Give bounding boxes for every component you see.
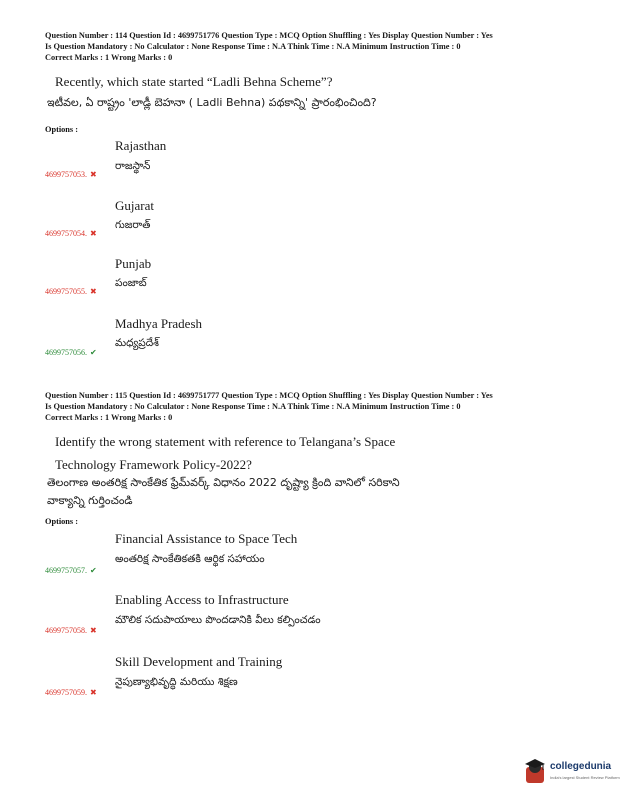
question-115-meta	[45, 390, 580, 423]
meta-line-1: Question Number : 114 Question Id : 4699751776 Question Type : MCQ Option Shuffling : Yes Display Question Number : Yes	[45, 31, 493, 40]
option-text-te[interactable]: గుజరాత్	[115, 219, 151, 231]
option-text-te[interactable]: మధ్యప్రదేశ్	[115, 337, 159, 349]
graduate-icon	[522, 757, 548, 785]
option-text-te[interactable]: మౌలిక సదుపాయాలు పొందడానికి వీలు కల్పించడం	[115, 614, 321, 626]
options-label: Options :	[45, 517, 78, 526]
check-icon: ✔	[90, 566, 97, 575]
cross-icon: ✖	[90, 688, 97, 697]
option-id	[45, 170, 97, 179]
meta-line-2: Is Question Mandatory : No Calculator : None Response Time : N.A Think Time : N.A Minimum Instruction Time : 0	[45, 402, 461, 411]
option-text-en[interactable]: Madhya Pradesh	[115, 316, 203, 331]
option-id	[45, 229, 97, 238]
question-115-text-en-line1: Identify the wrong statement with reference to Telangana’s Space	[55, 434, 396, 449]
option-text-en[interactable]: Punjab	[115, 256, 152, 271]
option-text-te[interactable]: అంతరిక్ష సాంకేతికతకి ఆర్థిక సహాయం	[115, 553, 265, 565]
question-115-text-te-line2: వాక్యాన్ని గుర్తించండి	[47, 494, 133, 507]
option-text-en[interactable]: Gujarat	[115, 198, 154, 213]
collegedunia-logo	[522, 757, 620, 787]
option-id	[45, 566, 97, 575]
logo-name: collegedunia	[550, 761, 612, 772]
option-id	[45, 348, 97, 357]
meta-line-1: Question Number : 115 Question Id : 4699751777 Question Type : MCQ Option Shuffling : Yes Display Question Number : Yes	[45, 391, 493, 400]
option-text-en[interactable]: Enabling Access to Infrastructure	[115, 592, 289, 607]
option-text-te[interactable]: పంజాబ్	[115, 277, 147, 289]
option-id-text: 4699757059.	[45, 688, 87, 697]
question-114-meta	[45, 30, 580, 63]
option-id-text: 4699757057.	[45, 566, 87, 575]
option-text-en[interactable]: Rajasthan	[115, 138, 167, 153]
option-id-text: 4699757054.	[45, 229, 87, 238]
option-id-text: 4699757056.	[45, 348, 87, 357]
logo-tagline: India's largest Student Review Platform	[550, 775, 620, 780]
marks-line: Correct Marks : 1 Wrong Marks : 0	[45, 53, 173, 62]
option-text-te[interactable]: నైపుణ్యాభివృద్ధి మరియు శిక్షణ	[115, 676, 238, 688]
option-text-te[interactable]: రాజస్థాన్	[115, 160, 151, 172]
option-text-en[interactable]: Financial Assistance to Space Tech	[115, 531, 298, 546]
question-114-text-te: ఇటీవల, ఏ రాష్ట్రం 'లాడ్లీ బెహనా ( Ladli Behna) పథకాన్ని' ప్రారంభించింది?	[47, 96, 377, 109]
cross-icon: ✖	[90, 229, 97, 238]
meta-line-2: Is Question Mandatory : No Calculator : None Response Time : N.A Think Time : N.A Minimum Instruction Time : 0	[45, 42, 461, 51]
option-id-text: 4699757055.	[45, 287, 87, 296]
option-id	[45, 688, 97, 697]
cross-icon: ✖	[90, 287, 97, 296]
option-text-en[interactable]: Skill Development and Training	[115, 654, 283, 669]
question-115-text-te-line1: తెలంగాణ అంతరిక్ష సాంకేతిక ఫ్రేమ్‌వర్క్ విధానం 2022 దృష్ట్యా క్రింది వానిలో సరికాని	[47, 476, 400, 489]
question-115-text-en-line2: Technology Framework Policy-2022?	[55, 457, 252, 472]
question-114-text-en: Recently, which state started “Ladli Behna Scheme”?	[55, 74, 333, 89]
option-id	[45, 287, 97, 296]
marks-line: Correct Marks : 1 Wrong Marks : 0	[45, 413, 173, 422]
check-icon: ✔	[90, 348, 97, 357]
options-label: Options :	[45, 125, 78, 134]
option-id	[45, 626, 97, 635]
cross-icon: ✖	[90, 626, 97, 635]
option-id-text: 4699757053.	[45, 170, 87, 179]
option-id-text: 4699757058.	[45, 626, 87, 635]
cross-icon: ✖	[90, 170, 97, 179]
